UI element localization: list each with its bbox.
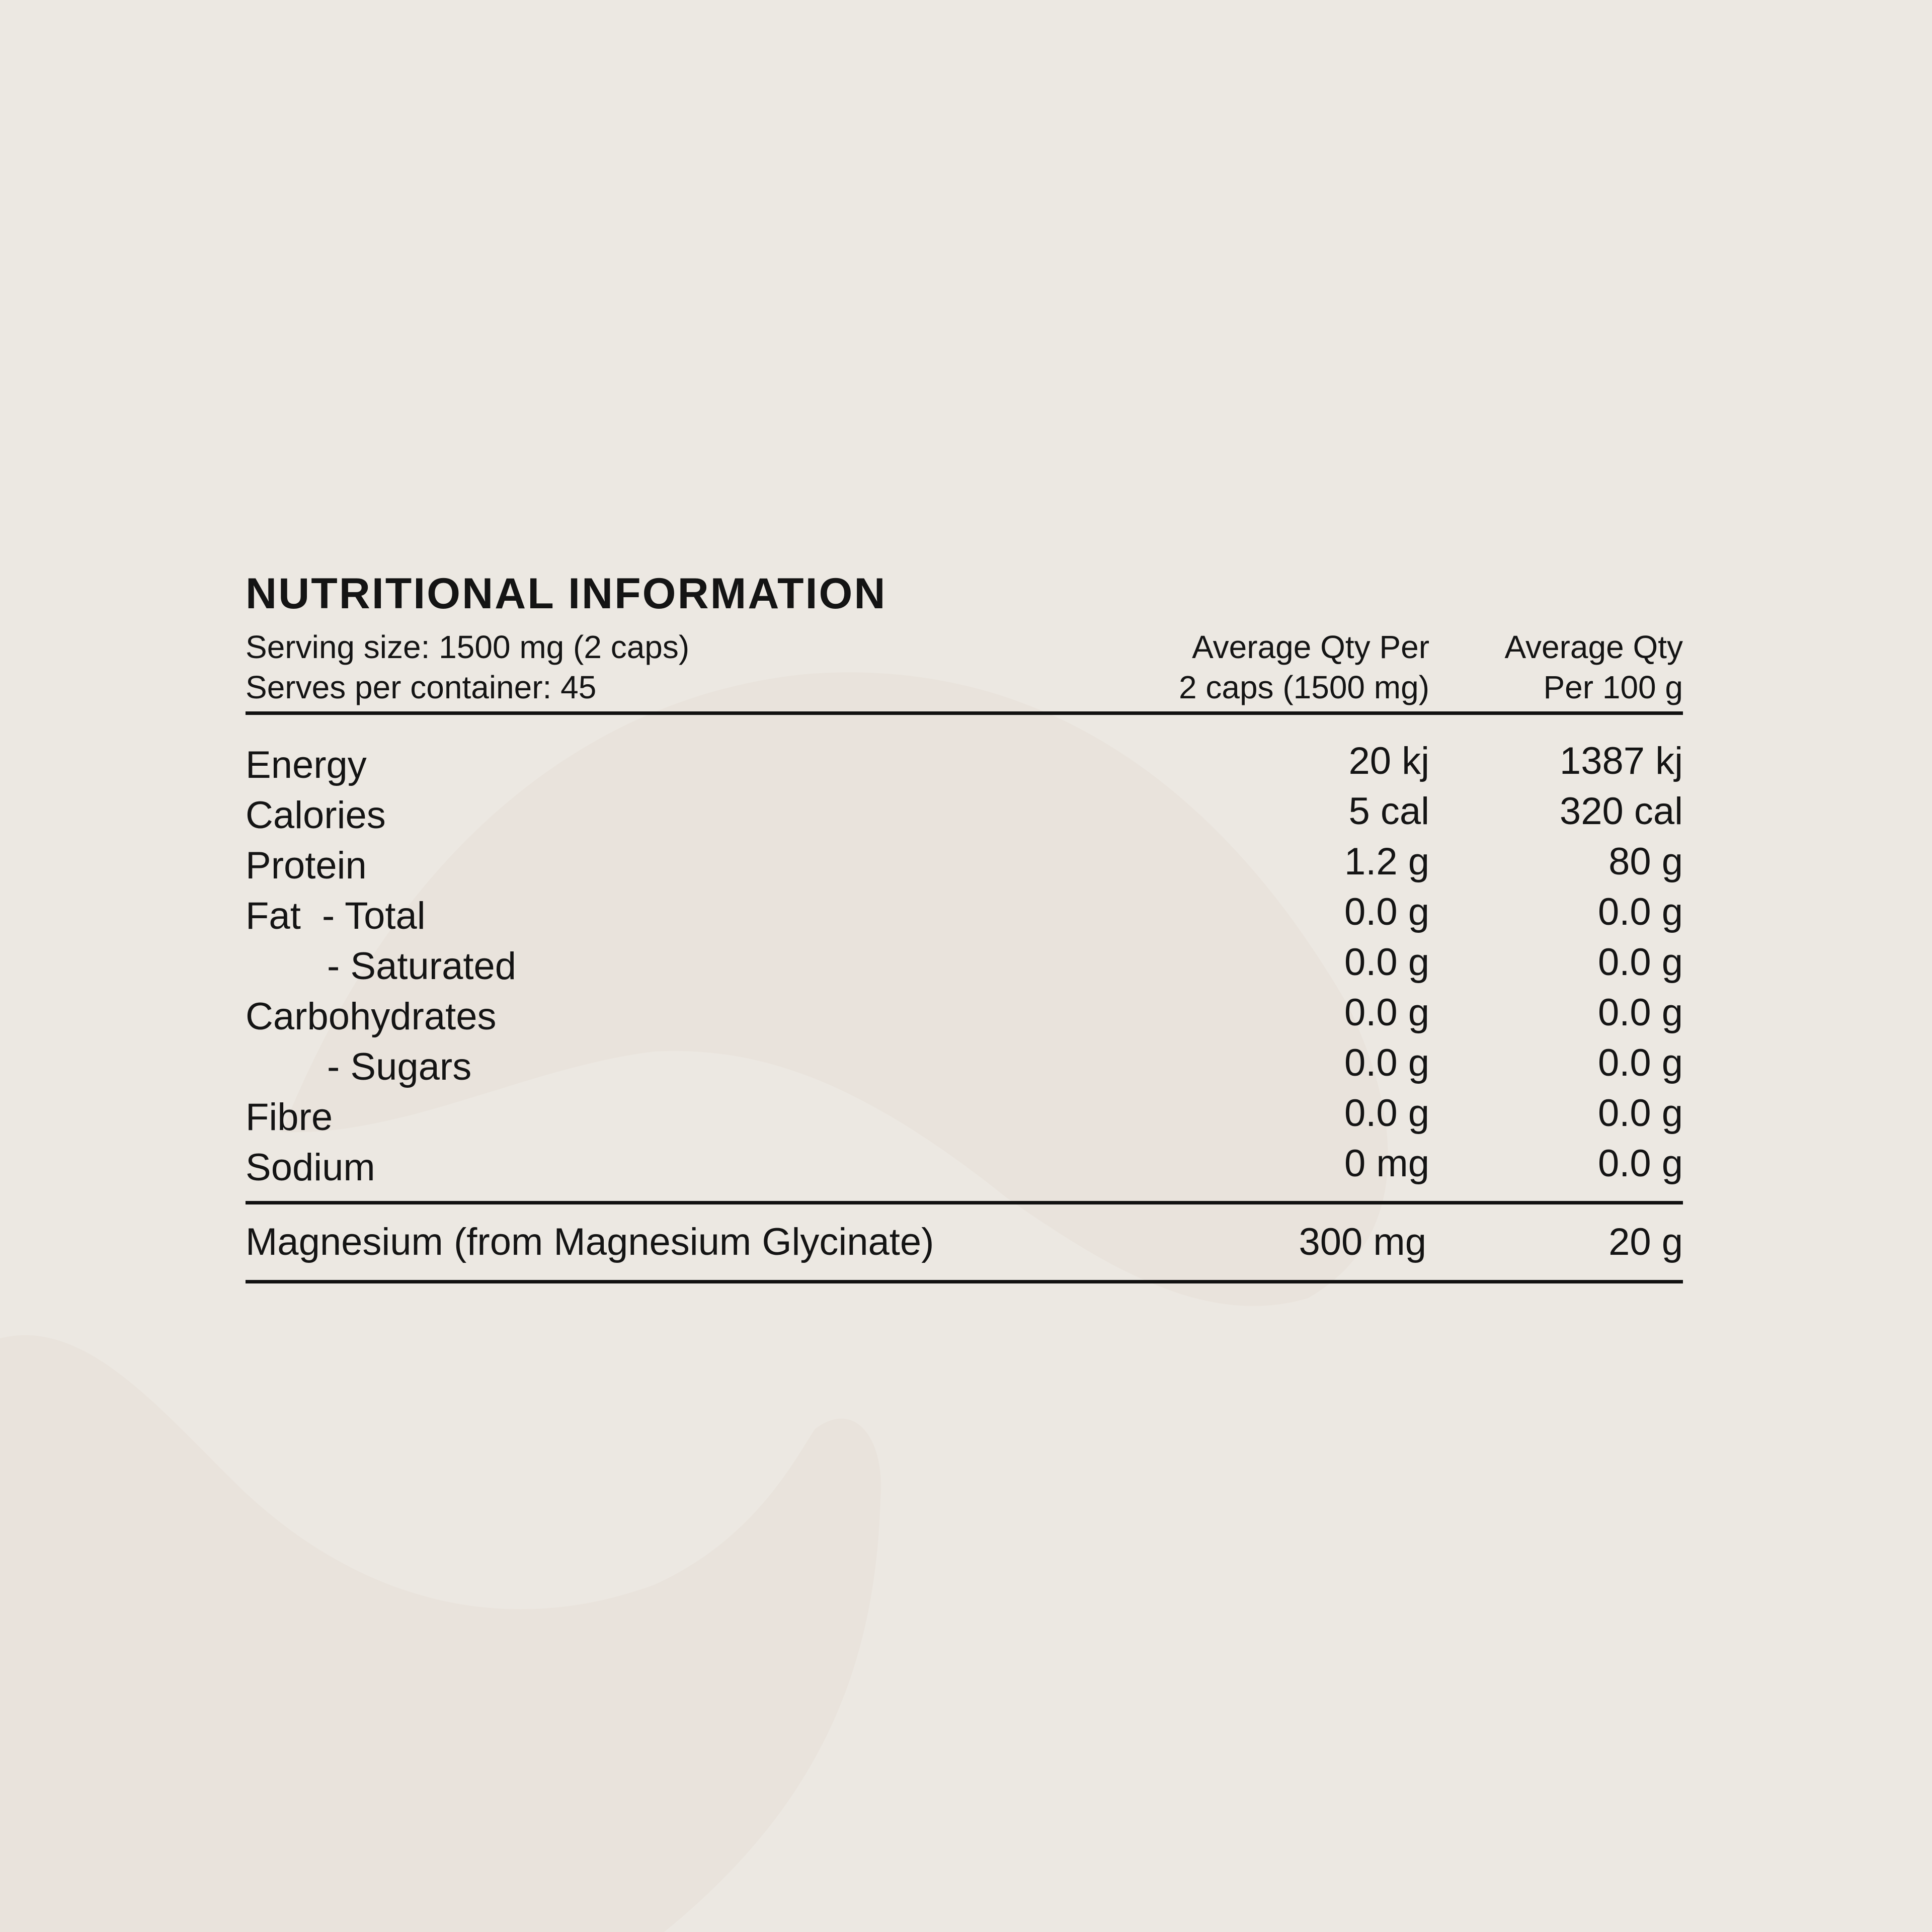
per-100g-value: 0.0 g (1597, 891, 1683, 933)
mineral-name: Magnesium (from Magnesium Glycinate) (246, 1221, 934, 1263)
nutrient-name: Fibre (246, 1096, 333, 1139)
serves-per-container: Serves per container: 45 (246, 669, 597, 705)
mineral-row-magnesium (246, 1204, 1683, 1280)
per-serve-value: 0.0 g (1344, 1041, 1429, 1084)
nutrition-panel (246, 564, 1683, 1283)
per-100g-value: 320 cal (1559, 790, 1683, 833)
nutrient-row-sodium (246, 1143, 1683, 1193)
nutrient-row-protein (246, 841, 1683, 891)
nutrient-name: Fat - Total (246, 895, 426, 937)
nutrient-row-sugars (246, 1042, 1683, 1092)
nutrient-rows (246, 715, 1683, 1201)
per-serve-value: 20 kj (1348, 740, 1429, 782)
divider-bottom (246, 1280, 1683, 1283)
nutrient-row-calories (246, 790, 1683, 841)
serving-size: Serving size: 1500 mg (2 caps) (246, 629, 690, 665)
nutrient-row-fat-total (246, 891, 1683, 941)
per-100g-value: 0.0 g (1597, 991, 1683, 1034)
per-serve-value: 0.0 g (1344, 1092, 1429, 1135)
nutrient-name: Sodium (246, 1146, 375, 1189)
per-serve-value: 5 cal (1348, 790, 1429, 833)
per-100g-value: 80 g (1608, 840, 1683, 883)
per-serve-value: 0.0 g (1344, 991, 1429, 1034)
nutrient-name: Protein (246, 844, 367, 887)
serving-info (246, 627, 689, 707)
per-100g-value: 0.0 g (1597, 1041, 1683, 1084)
mineral-per-serve-value: 300 mg (1299, 1221, 1426, 1263)
divider-middle (246, 1201, 1683, 1204)
per-serve-value: 1.2 g (1344, 840, 1429, 883)
per-serve-value: 0.0 g (1344, 891, 1429, 933)
nutrient-name: Carbohydrates (246, 995, 497, 1038)
per-serve-value: 0.0 g (1344, 941, 1429, 984)
panel-title: NUTRITIONAL INFORMATION (246, 570, 887, 618)
nutrient-row-energy (246, 740, 1683, 790)
per-100g-value: 0.0 g (1597, 1142, 1683, 1185)
nutrient-row-fibre (246, 1092, 1683, 1143)
nutrient-name: Energy (246, 744, 367, 786)
nutrient-name: Calories (246, 794, 386, 837)
nutrient-row-saturated (246, 941, 1683, 992)
per-100g-value: 0.0 g (1597, 1092, 1683, 1135)
column-header-per-serve: Average Qty Per 2 caps (1500 mg) (1178, 629, 1429, 705)
per-serve-value: 0 mg (1344, 1142, 1429, 1185)
mineral-per-100g-value: 20 g (1608, 1221, 1683, 1263)
serving-header (246, 627, 1683, 711)
nutrient-name: - Saturated (327, 945, 516, 988)
nutrient-name: - Sugars (327, 1045, 472, 1088)
nutrient-row-carbohydrates (246, 992, 1683, 1042)
per-100g-value: 1387 kj (1559, 740, 1683, 782)
column-header-per-100g: Average Qty Per 100 g (1504, 629, 1683, 705)
lower-swoosh-shape (0, 1335, 881, 1932)
per-100g-value: 0.0 g (1597, 941, 1683, 984)
divider-top (246, 711, 1683, 715)
